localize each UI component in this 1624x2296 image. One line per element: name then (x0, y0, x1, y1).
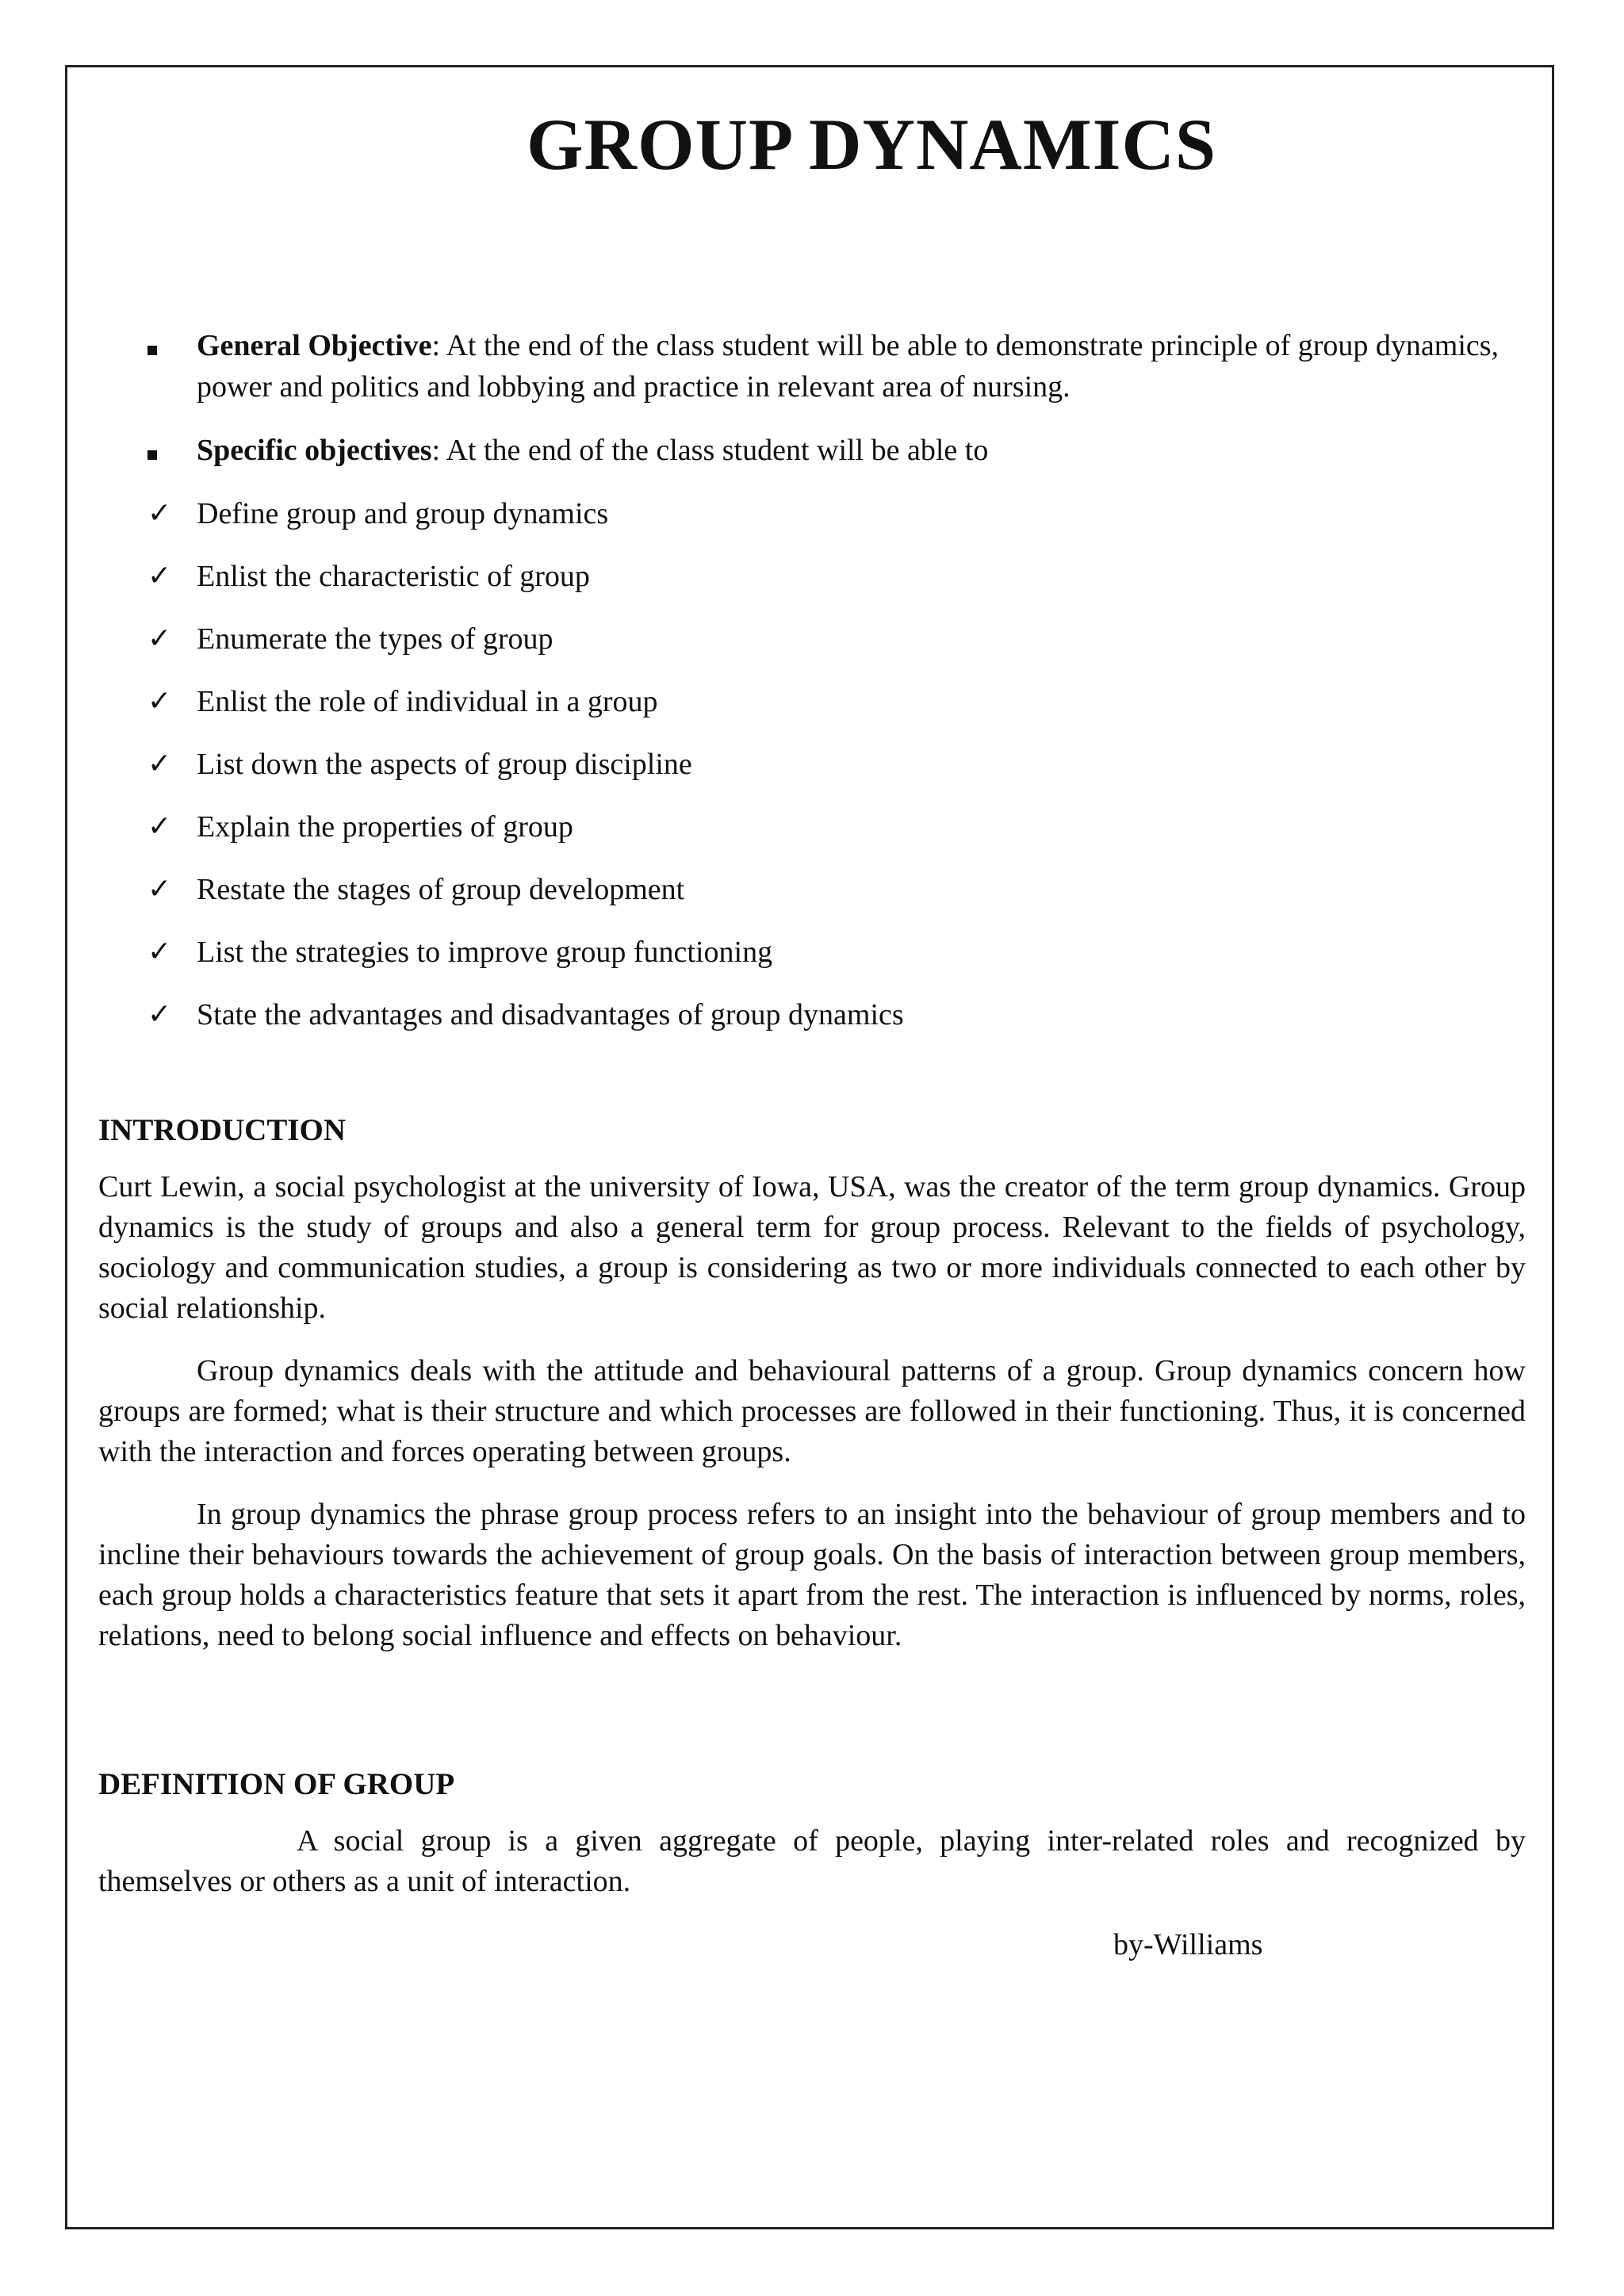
checkmark-icon: ✓ (147, 622, 172, 655)
introduction-paragraph-2: Group dynamics deals with the attitude and behavioural patterns of a group. Group dynamics concern how groups are formed; what is their structure and which processes are followed in their functioning. Thus, it is concerned with the interaction and forces operating between groups. (98, 1354, 1526, 1468)
document-body (98, 95, 1526, 1961)
general-objective-label: General Objective (197, 329, 432, 362)
list-item-text: Enumerate the types of group (197, 622, 553, 656)
specific-objectives-label: Specific objectives (197, 434, 432, 467)
checkmark-icon: ✓ (147, 810, 172, 843)
list-item-text: Define group and group dynamics (197, 497, 609, 530)
checkmark-icon: ✓ (147, 685, 172, 718)
list-item-text: Explain the properties of group (197, 810, 573, 844)
checkmark-icon: ✓ (147, 936, 172, 968)
list-item-text: Enlist the role of individual in a group (197, 685, 658, 718)
list-item-text: Restate the stages of group development (197, 873, 685, 906)
list-item (98, 681, 1526, 722)
list-item (98, 556, 1526, 597)
general-objective (98, 325, 1526, 408)
checkmark-icon: ✓ (147, 497, 172, 530)
definition-attribution: by-Williams (1113, 1928, 1263, 1961)
list-item (98, 869, 1526, 910)
definition-text: A social group is a given aggregate of people, playing inter-related roles and recognized by themselves or others as a unit of interaction. (98, 1824, 1526, 1898)
introduction-heading: INTRODUCTION (98, 1113, 347, 1147)
list-item-text: List down the aspects of group discipline (197, 748, 692, 781)
list-item (98, 994, 1526, 1035)
list-item (98, 932, 1526, 973)
list-item-text: Enlist the characteristic of group (197, 560, 590, 593)
specific-objectives-list (98, 493, 1526, 1035)
introduction-paragraph-3: In group dynamics the phrase group process refers to an insight into the behaviour of group members and to incline their behaviours towards the achievement of group goals. On the basis of interaction between group members, each group holds a characteristics feature that sets it apart from the rest. The interaction is influenced by norms, roles, relations, need to belong social influence and effects on behaviour. (98, 1498, 1526, 1652)
page-title: GROUP DYNAMICS (526, 104, 1217, 185)
list-item-text: State the advantages and disadvantages of group dynamics (197, 998, 904, 1031)
checkmark-icon: ✓ (147, 873, 172, 905)
list-item-text: List the strategies to improve group functioning (197, 936, 773, 969)
introduction-paragraph-1: Curt Lewin, a social psychologist at the university of Iowa, USA, was the creator of the term group dynamics. Group dynamics is the study of groups and also a general term for group process. Relevant to the fields of psychology, sociology and communication studies, a group is considering as two or more individuals connected to each other by social relationship. (98, 1170, 1526, 1325)
list-item (98, 618, 1526, 660)
checkmark-icon: ✓ (147, 560, 172, 592)
definition-section (98, 1764, 1526, 1961)
list-item (98, 744, 1526, 785)
list-item (98, 806, 1526, 848)
list-item (98, 493, 1526, 534)
square-bullet-icon (147, 325, 179, 366)
general-objective-text: : At the end of the class student will be able to demonstrate principle of group dynamics, power and politics and lobbying and practice in relevant area of nursing. (197, 329, 1500, 404)
objectives-list (98, 325, 1526, 1057)
square-bullet-icon (147, 430, 179, 471)
specific-objectives (98, 430, 1526, 471)
specific-objectives-text: : At the end of the class student will be able to (431, 434, 989, 467)
checkmark-icon: ✓ (147, 748, 172, 780)
definition-heading: DEFINITION OF GROUP (98, 1767, 455, 1801)
introduction-section (98, 1110, 1526, 1678)
checkmark-icon: ✓ (147, 998, 172, 1031)
